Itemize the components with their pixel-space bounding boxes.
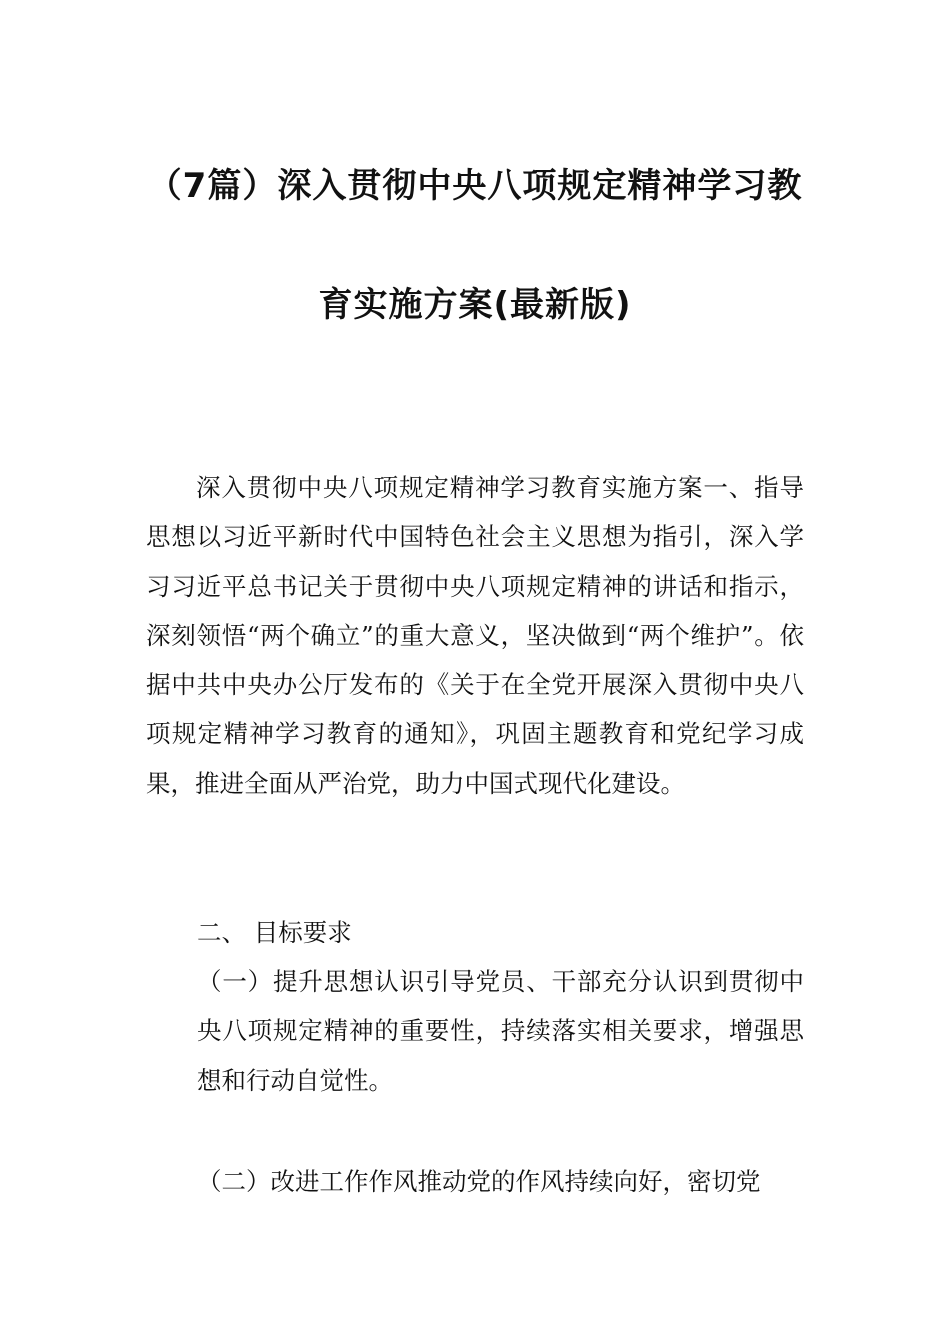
document-title-line-1: （7篇）深入贯彻中央八项规定精神学习教 bbox=[147, 166, 803, 206]
guiding-thought-paragraph: 深入贯彻中央八项规定精神学习教育实施方案一、指导思想以习近平新时代中国特色社会主义思想为指引，深入学习习近平总书记关于贯彻中央八项规定精神的讲话和指示，深刻领悟“两个确立”的重大意义，坚决做到“两个维护”。依据中共中央办公厅发布的《关于在全党开展深入贯彻中央八项规定精神学习教育的通知》，巩固主题教育和党纪学习成果，推进全面从严治党，助力中国式现代化建设。 bbox=[146, 473, 804, 798]
document-title-line-2: 育实施方案(最新版) bbox=[318, 285, 632, 325]
section-heading-goals: 二、 目标要求 bbox=[197, 918, 352, 947]
goal-item-2-paragraph: （二）改进工作作风推动党的作风持续向好，密切党 bbox=[197, 1167, 761, 1196]
goal-item-1-paragraph: （一）提升思想认识引导党员、干部充分认识到贯彻中央八项规定精神的重要性，持续落实相关要求，增强思想和行动自觉性。 bbox=[197, 967, 804, 1095]
